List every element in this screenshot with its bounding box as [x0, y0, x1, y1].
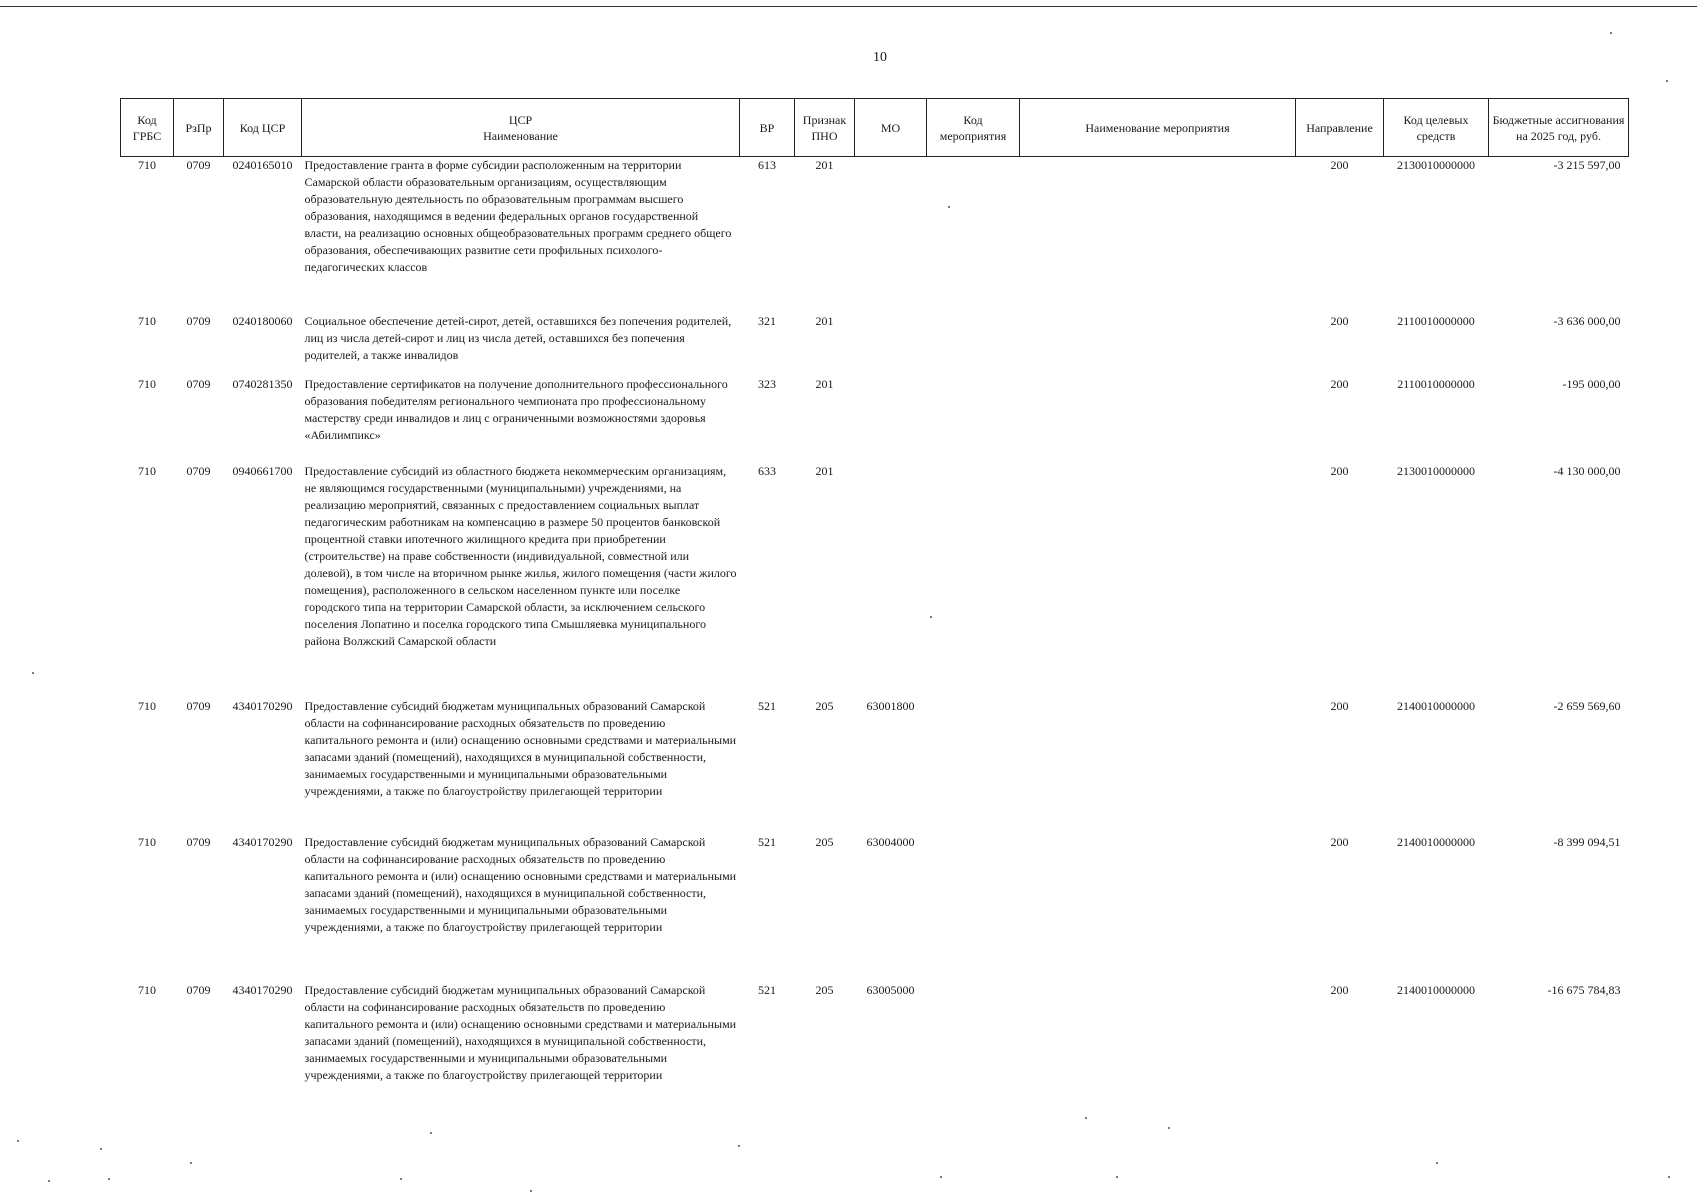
cell-rzpr: 0709 [186, 158, 211, 172]
cell-vr: 321 [758, 313, 776, 328]
scan-speck [1085, 1117, 1087, 1119]
scan-speck [1610, 32, 1612, 34]
cell-direction: 200 [1330, 158, 1349, 172]
col-event-code-header: Код мероприятия [927, 99, 1020, 157]
col-grbs-header: Код ГРБС [121, 99, 174, 157]
cell-allocation: -3 636 000,00 [1553, 313, 1621, 328]
cell-event-name [1020, 157, 1296, 313]
scan-speck [930, 616, 932, 618]
budget-table [120, 98, 1629, 1102]
cell-pno: 205 [815, 834, 834, 849]
cell-vr: 521 [758, 698, 776, 713]
table-row [121, 313, 1629, 376]
scan-speck [48, 1180, 50, 1182]
cell-pno: 201 [815, 313, 834, 328]
col-vr-header: ВР [740, 99, 795, 157]
scan-speck [17, 1140, 19, 1142]
cell-grbs: 710 [138, 313, 156, 328]
cell-target-code: 2130010000000 [1397, 463, 1475, 478]
cell-csr-code: 0240165010 [232, 158, 293, 172]
cell-event-name [1020, 698, 1296, 834]
table-row [121, 376, 1629, 463]
cell-name: Социальное обеспечение детей-сирот, детей, оставшихся без попечения родителей, лиц из числа детей-сирот и лиц из числа детей, оставшихся без попечения родителей, а также инвалидов [304, 313, 732, 362]
cell-event-code [927, 157, 1020, 313]
cell-target-code: 2130010000000 [1397, 158, 1475, 172]
scan-speck [1168, 1127, 1170, 1129]
cell-target-code: 2140010000000 [1397, 698, 1475, 713]
col-csr-code-header: Код ЦСР [224, 99, 302, 157]
cell-csr-code: 0940661700 [232, 463, 293, 478]
col-csr-name-header [302, 99, 740, 157]
cell-allocation: -2 659 569,60 [1553, 698, 1621, 713]
scan-speck [430, 1132, 432, 1134]
scan-speck [1116, 1176, 1118, 1178]
cell-csr-code: 0240180060 [232, 313, 293, 328]
cell-direction: 200 [1330, 834, 1349, 849]
cell-csr-code: 0740281350 [232, 376, 293, 391]
scan-speck [1668, 1176, 1670, 1178]
cell-grbs: 710 [138, 158, 156, 172]
cell-name: Предоставление субсидий бюджетам муниципальных образований Самарской области на софинансирование расходных обязательств по проведению капитального ремонта и (или) оснащению основными средствами и материальными запасами зданий (помещений), находящихся в муниципальной собственности, занимаемых государственными и муниципальными образовательными учреждениями, а также по благоустройству прилегающей территории [304, 834, 737, 934]
cell-rzpr: 0709 [186, 313, 211, 328]
table-row [121, 834, 1629, 982]
page-number: 10 [873, 50, 887, 65]
cell-name: Предоставление субсидий бюджетам муниципальных образований Самарской области на софинансирование расходных обязательств по проведению капитального ремонта и (или) оснащению основными средствами и материальными запасами зданий (помещений), находящихся в муниципальной собственности, занимаемых государственными и муниципальными образовательными учреждениями, а также по благоустройству прилегающей территории [304, 982, 737, 1082]
cell-pno: 205 [815, 982, 834, 997]
col-mo-header: МО [855, 99, 927, 157]
cell-event-name [1020, 313, 1296, 376]
cell-event-code [927, 698, 1020, 834]
cell-vr: 613 [758, 158, 776, 172]
cell-mo [855, 376, 927, 463]
scan-speck [100, 1148, 102, 1150]
col-direction-header: Направление [1296, 99, 1384, 157]
cell-csr-code: 4340170290 [232, 982, 293, 997]
cell-grbs: 710 [138, 834, 156, 849]
cell-mo: 63004000 [866, 834, 915, 849]
cell-direction: 200 [1330, 698, 1349, 713]
cell-allocation: -3 215 597,00 [1553, 158, 1621, 172]
cell-pno: 201 [815, 376, 834, 391]
scan-speck [32, 672, 34, 674]
cell-mo [855, 313, 927, 376]
cell-direction: 200 [1330, 376, 1349, 391]
cell-allocation: -16 675 784,83 [1547, 982, 1621, 997]
cell-rzpr: 0709 [186, 463, 211, 478]
cell-vr: 521 [758, 982, 776, 997]
col-pno-header: Признак ПНО [795, 99, 855, 157]
scan-speck [400, 1178, 402, 1180]
table-row [121, 982, 1629, 1102]
scan-speck [1666, 80, 1668, 82]
scan-speck [738, 1145, 740, 1147]
cell-target-code: 2140010000000 [1397, 982, 1475, 997]
cell-rzpr: 0709 [186, 376, 211, 391]
col-rzpr-header: РзПр [174, 99, 224, 157]
cell-event-code [927, 982, 1020, 1102]
cell-event-name [1020, 463, 1296, 698]
cell-csr-code: 4340170290 [232, 834, 293, 849]
cell-grbs: 710 [138, 698, 156, 713]
cell-name: Предоставление субсидий бюджетам муниципальных образований Самарской области на софинансирование расходных обязательств по проведению капитального ремонта и (или) оснащению основными средствами и материальными запасами зданий (помещений), находящихся в муниципальной собственности, занимаемых государственными и муниципальными образовательными учреждениями, а также по благоустройству прилегающей территории [304, 698, 737, 798]
scan-speck [530, 1190, 532, 1192]
cell-grbs: 710 [138, 376, 156, 391]
cell-mo: 63001800 [866, 698, 915, 713]
table-body [121, 157, 1629, 1102]
cell-pno: 205 [815, 698, 834, 713]
col-allocation-header: Бюджетные ассигнования на 2025 год, руб. [1489, 99, 1629, 157]
csr-name-header-line1: ЦСР [508, 112, 533, 127]
table-header [121, 99, 1629, 157]
cell-event-code [927, 313, 1020, 376]
cell-vr: 633 [758, 463, 776, 478]
cell-mo: 63005000 [866, 982, 915, 997]
cell-direction: 200 [1330, 982, 1349, 997]
cell-grbs: 710 [138, 463, 156, 478]
cell-allocation: -195 000,00 [1562, 376, 1621, 391]
cell-allocation: -4 130 000,00 [1553, 463, 1621, 478]
cell-name: Предоставление субсидий из областного бюджета некоммерческим организациям, не являющимся государственными (муниципальными) учреждениями, на реализацию мероприятий, связанных с предоставлением социальных выплат педагогическим работникам на компенсацию в размере 50 процентов банковской процентной ставки ипотечного жилищного кредита при приобретении (строительстве) на праве собственности (индивидуальной, совместной или долевой), в том числе на вторичном рынке жилья, жилого помещения (части жилого помещения), расположенного в сельском населенном пункте или поселке городского типа на территории Самарской области, за исключением сельского поселения Лопатино и поселка городского типа Смышляевка муниципального района Волжский Самарской области [304, 463, 737, 648]
scan-speck [190, 1162, 192, 1164]
cell-event-code [927, 376, 1020, 463]
cell-direction: 200 [1330, 463, 1349, 478]
cell-rzpr: 0709 [186, 698, 211, 713]
scan-speck [1436, 1162, 1438, 1164]
col-target-code-header: Код целевых средств [1384, 99, 1489, 157]
cell-csr-code: 4340170290 [232, 698, 293, 713]
cell-target-code: 2140010000000 [1397, 834, 1475, 849]
cell-pno: 201 [815, 158, 834, 172]
cell-mo [855, 157, 927, 313]
csr-name-header-line2: Наименование [483, 128, 558, 143]
cell-name: Предоставление сертификатов на получение дополнительного профессионального образования победителям регионального чемпионата про профессиональному мастерству среди инвалидов и лиц с ограниченными возможностями здоровья «Абилимпикс» [304, 376, 728, 442]
cell-rzpr: 0709 [186, 834, 211, 849]
cell-event-name [1020, 834, 1296, 982]
cell-name: Предоставление гранта в форме субсидии расположенным на территории Самарской области образовательным организациям, осуществляющим образовательную деятельность по образовательным программам высшего образования, находящимся в ведении федеральных органов государственной власти, на реализацию основных общеобразовательных программ среднего общего образования, обеспечивающих развитие сети профильных психолого-педагогических классов [304, 158, 732, 274]
table-row [121, 698, 1629, 834]
cell-mo [855, 463, 927, 698]
scan-speck [940, 1176, 942, 1178]
cell-event-name [1020, 982, 1296, 1102]
cell-direction: 200 [1330, 313, 1349, 328]
cell-target-code: 2110010000000 [1397, 376, 1475, 391]
table-row [121, 157, 1629, 313]
cell-vr: 521 [758, 834, 776, 849]
cell-event-code [927, 834, 1020, 982]
table-row [121, 463, 1629, 698]
cell-allocation: -8 399 094,51 [1553, 834, 1621, 849]
cell-event-code [927, 463, 1020, 698]
cell-rzpr: 0709 [186, 982, 211, 997]
scan-speck [108, 1178, 110, 1180]
top-rule [0, 6, 1697, 7]
col-event-name-header: Наименование мероприятия [1020, 99, 1296, 157]
cell-pno: 201 [815, 463, 834, 478]
cell-grbs: 710 [138, 982, 156, 997]
cell-vr: 323 [758, 376, 776, 391]
cell-target-code: 2110010000000 [1397, 313, 1475, 328]
scan-speck [948, 206, 950, 208]
cell-event-name [1020, 376, 1296, 463]
